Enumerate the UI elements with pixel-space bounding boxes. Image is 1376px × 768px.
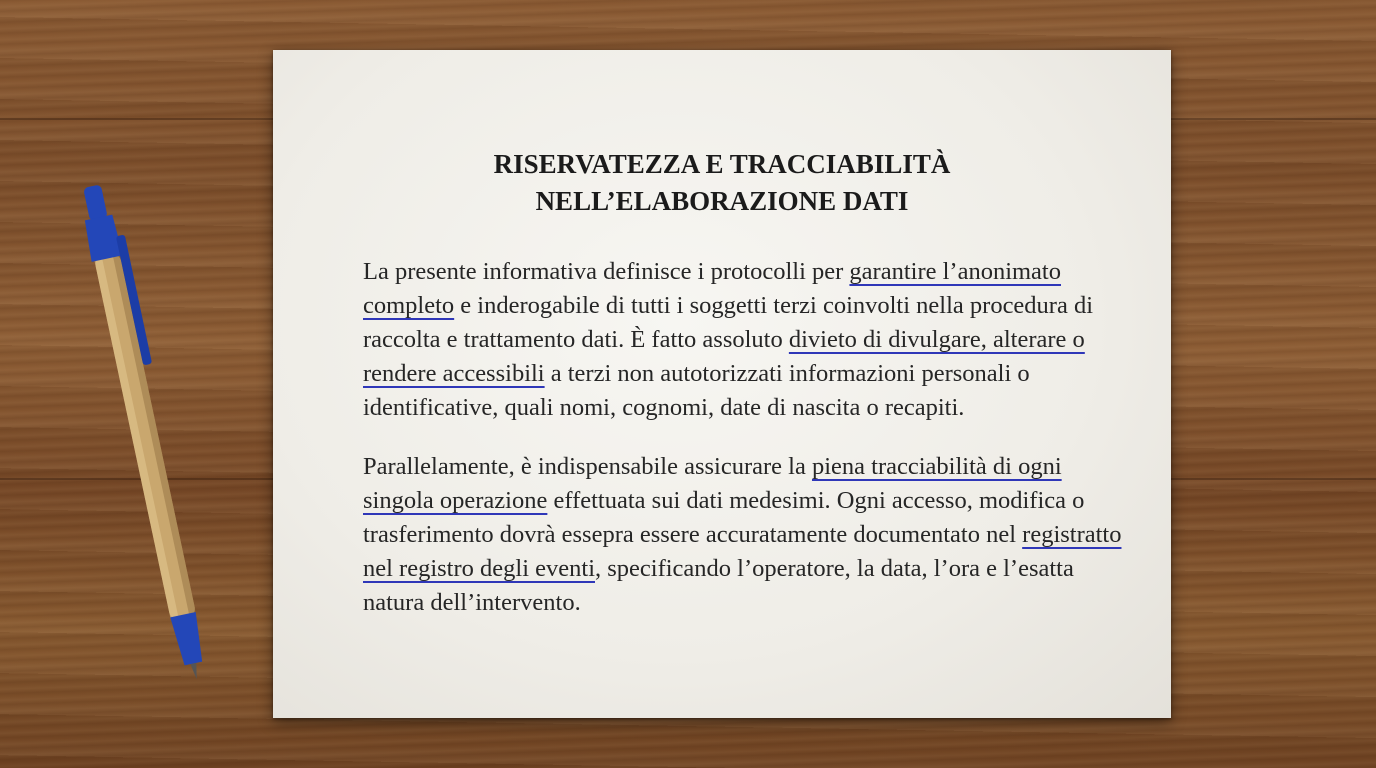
pen-clip bbox=[116, 234, 152, 365]
document-title: RISERVATEZZA E TRACCIABILITÀ NELL’ELABORAZIONE DATI bbox=[493, 149, 951, 216]
pen-collar bbox=[83, 214, 123, 262]
paragraph-text: e inderogabile di tutti i soggetti terzi coinvolti nella procedura di raccolta e trattamento dati. È fatto assoluto bbox=[363, 292, 1094, 353]
underlined-phrase: divieto di divulgare, alterare o rendere accessibili bbox=[363, 326, 1085, 387]
paragraph-text: Parallelamente, è indispensabile assicurare la bbox=[363, 453, 812, 480]
paragraph-text: , specificando l’operatore, la data, l’ora e l’esatta natura dell’intervento. bbox=[363, 555, 1074, 616]
paragraph-traceability bbox=[363, 450, 1123, 620]
pen-click-button bbox=[83, 184, 108, 221]
paragraph-privacy bbox=[363, 255, 1123, 425]
pen-barrel bbox=[94, 252, 197, 621]
pen-point bbox=[190, 663, 199, 680]
pen-tip bbox=[170, 612, 206, 666]
underlined-phrase: garantire l’anonimato completo bbox=[363, 258, 1061, 319]
paragraph-text: La presente informativa definisce i protocolli per bbox=[363, 258, 850, 285]
underlined-phrase: piena tracciabilità di ogni singola operazione bbox=[363, 453, 1062, 514]
paragraph-text: effettuata sui dati medesimi. Ogni accesso, modifica o trasferimento dovrà essepra essere accuratamente documentato nel bbox=[363, 487, 1085, 548]
paper-sheet bbox=[273, 50, 1171, 718]
underlined-phrase: registratto nel registro degli eventi bbox=[363, 521, 1122, 582]
paragraph-text: a terzi non autotorizzati informazioni personali o identificative, quali nomi, cognomi, date di nascita o recapiti. bbox=[363, 360, 1030, 421]
